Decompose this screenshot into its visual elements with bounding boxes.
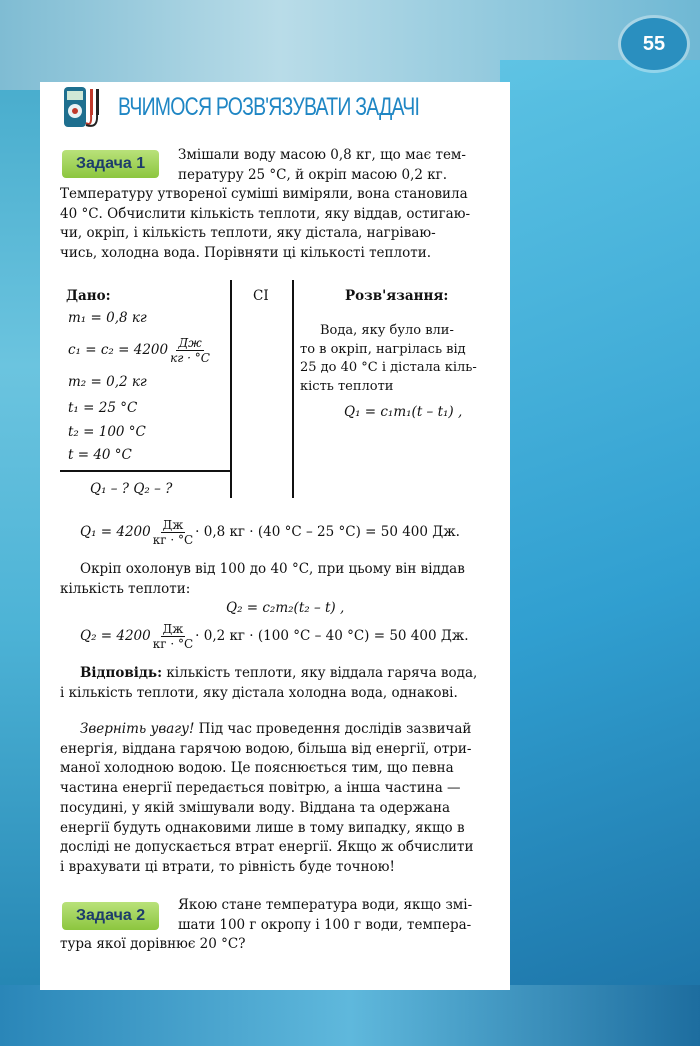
background-bottom — [0, 985, 700, 1046]
task2-body — [60, 935, 498, 955]
task2-line3: тура якої дорівнює 20 °С? — [60, 936, 246, 952]
solution-line4: кість теплоти — [300, 378, 394, 394]
calc1-equation — [80, 518, 460, 547]
calc2-right: · 0,2 кг · (100 °С – 40 °С) = 50 400 Дж. — [195, 628, 469, 644]
note-line6: енергії будуть однаковими лише в тому випадку, якщо в — [60, 819, 465, 836]
solution-line2: то в окріп, нагрілась від — [300, 341, 466, 357]
section-header — [60, 84, 504, 130]
table-divider-1 — [230, 280, 232, 498]
answer-label: Відповідь: — [80, 665, 163, 681]
answer-line1: кількість теплоти, яку віддала гаряча вода, — [162, 665, 478, 681]
task2-line1: Якою стане температура води, якщо змі- — [178, 897, 473, 913]
task1-line4: 40 °С. Обчислити кількість теплоти, яку віддав, остигаю- — [60, 205, 471, 222]
calc2-equation — [80, 622, 469, 651]
note-line7: досліді не допускається втрат енергії. Якщо ж обчислити — [60, 839, 474, 856]
given-find: Q₁ – ? Q₂ – ? — [90, 481, 173, 497]
si-header: СІ — [253, 288, 269, 304]
task1-line1: Змішали воду масою 0,8 кг, що має тем- — [178, 147, 466, 163]
task1-line5: чи, окріп, і кількість теплоти, яку дістала, нагріваю- — [60, 225, 436, 242]
task2-badge: Задача 2 — [62, 902, 159, 930]
given-c — [68, 336, 212, 365]
note-line5: посудині, у якій змішували воду. Віддана та одержана — [60, 799, 451, 816]
given-t2: t₂ = 100 °С — [68, 424, 146, 440]
answer-line2: і кількість теплоти, яку дістала холодна вода, однакові. — [60, 684, 458, 701]
cooling-line2: кількість теплоти: — [60, 580, 191, 597]
task1-line3: Температуру утвореної суміші виміряли, вона становила — [60, 186, 468, 202]
solution-text — [300, 322, 496, 396]
page-number: 55 — [621, 18, 687, 70]
given-underline — [60, 470, 232, 472]
note-line3: маної холодною водою. Це пояснюється тим, що певна — [60, 760, 454, 777]
given-c-left: c₁ = c₂ = 4200 — [68, 342, 169, 358]
task1-line6: чись, холодна вода. Порівняти ці кількості теплоти. — [60, 245, 432, 262]
given-t1: t₁ = 25 °С — [68, 400, 138, 416]
calc2-unit — [153, 622, 193, 651]
formula2: Q₂ = c₂m₂(t₂ – t) , — [226, 600, 345, 616]
section-title: ВЧИМОСЯ РОЗВ'ЯЗУВАТИ ЗАДАЧІ — [118, 92, 420, 121]
given-t: t = 40 °С — [68, 447, 132, 463]
calc1-den: кг · °С — [152, 533, 194, 547]
table-divider-2 — [292, 280, 294, 498]
given-c-num: Дж — [178, 336, 202, 350]
calc2-den: кг · °С — [152, 637, 194, 651]
cooling-line1: Окріп охолонув від 100 до 40 °С, при цьому він віддав — [80, 561, 465, 577]
calc2-num: Дж — [162, 622, 184, 636]
multimeter-icon — [60, 85, 104, 129]
solution-header: Розв'язання: — [345, 288, 449, 304]
note-line4: частина енергії передається повітрю, а інша частина — — [60, 780, 461, 797]
calc1-right: · 0,8 кг · (40 °С – 25 °С) = 50 400 Дж. — [195, 524, 460, 540]
given-m1: m₁ = 0,8 кг — [68, 310, 147, 326]
given-m2: m₂ = 0,2 кг — [68, 374, 147, 390]
solution-line1: Вода, яку було вли- — [320, 323, 454, 338]
task2-line2: шати 100 г окропу і 100 г води, темпера- — [178, 916, 472, 933]
note-line8: і врахувати ці втрати, то рівність буде точною! — [60, 858, 395, 875]
note-line2: енергія, віддана гарячою водою, більша від енергії, отри- — [60, 740, 472, 757]
answer-block — [60, 664, 498, 703]
task1-body — [60, 185, 498, 264]
given-header: Дано: — [66, 288, 111, 304]
calc2-left: Q₂ = 4200 — [80, 628, 151, 644]
task1-line2: пературу 25 °С, й окріп масою 0,2 кг. — [178, 166, 448, 183]
background-right — [500, 60, 700, 1046]
task1-intro — [178, 146, 498, 185]
calc1-left: Q₁ = 4200 — [80, 524, 151, 540]
solution-line3: 25 до 40 °С і дістала кіль- — [300, 360, 477, 375]
task2-intro — [178, 896, 498, 935]
cooling-text — [60, 560, 498, 599]
solution-formula1: Q₁ = c₁m₁(t – t₁) , — [344, 404, 463, 420]
given-solution-table — [60, 280, 500, 500]
note-label: Зверніть увагу! — [80, 721, 195, 737]
given-c-unit — [170, 336, 210, 365]
note-line1: Під час проведення дослідів зазвичай — [194, 721, 472, 737]
given-c-den: кг · °С — [170, 351, 210, 365]
calc1-num: Дж — [162, 518, 184, 532]
calc1-unit — [153, 518, 193, 547]
task1-badge: Задача 1 — [62, 150, 159, 178]
note-block — [60, 720, 498, 878]
